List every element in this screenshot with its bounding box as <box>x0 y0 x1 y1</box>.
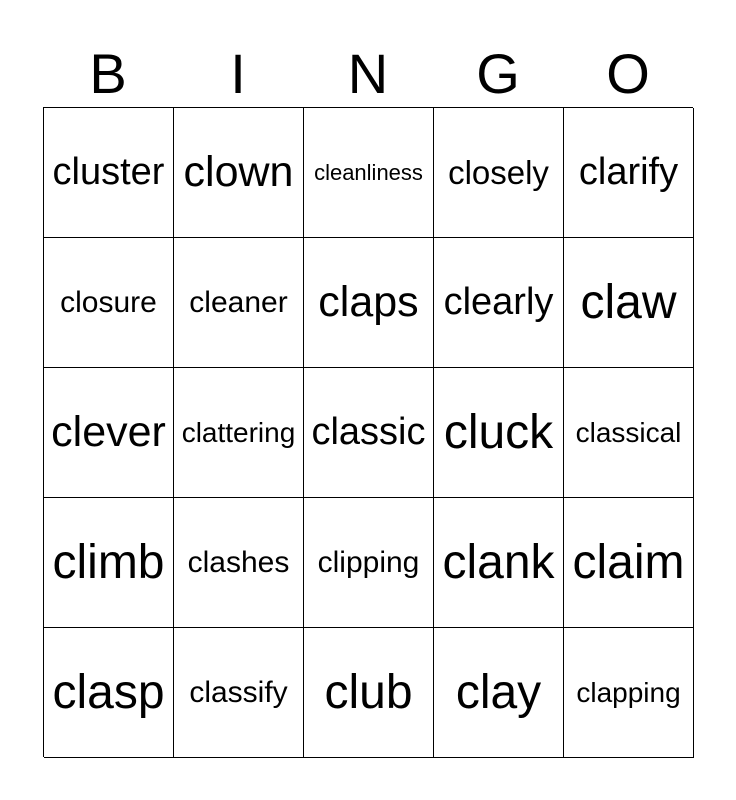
bingo-cell <box>44 108 174 238</box>
bingo-cell <box>304 368 434 498</box>
cell-word: classic <box>311 411 426 453</box>
bingo-cell <box>304 498 434 628</box>
cell-word: clank <box>442 536 555 589</box>
cell-word: closure <box>60 285 157 319</box>
cell-word: clipping <box>317 545 420 579</box>
bingo-cell <box>174 368 304 498</box>
cell-word: claim <box>572 536 685 589</box>
bingo-cell <box>174 238 304 368</box>
cell-word: clay <box>455 666 542 719</box>
cell-word: cleaner <box>189 285 288 319</box>
header-letter-i: I <box>230 42 246 105</box>
bingo-grid <box>43 107 693 757</box>
cell-word: clattering <box>181 416 296 448</box>
bingo-cell <box>44 498 174 628</box>
cell-word: cleanliness <box>314 159 423 185</box>
cell-word: claps <box>318 278 419 326</box>
bingo-cell <box>44 368 174 498</box>
cell-word: clapping <box>576 676 681 708</box>
bingo-cell <box>564 498 694 628</box>
cell-word: clever <box>51 408 166 456</box>
header-letter-n: N <box>347 42 389 105</box>
cell-word: clown <box>183 148 294 196</box>
cell-word: climb <box>52 536 165 589</box>
bingo-cell <box>44 238 174 368</box>
bingo-cell <box>44 628 174 758</box>
cell-word: closely <box>448 153 549 191</box>
cell-word: claw <box>580 276 677 329</box>
bingo-cell <box>174 628 304 758</box>
bingo-cell <box>564 238 694 368</box>
bingo-cell <box>564 108 694 238</box>
cell-word: classify <box>189 675 288 709</box>
cell-word: clasp <box>52 666 165 719</box>
cell-word: cluster <box>52 151 165 193</box>
cell-word: club <box>324 666 413 719</box>
bingo-cell <box>304 628 434 758</box>
cell-word: cluck <box>443 406 554 459</box>
header-letter-o: O <box>606 42 650 105</box>
bingo-cell <box>174 108 304 238</box>
cell-word: clarify <box>578 151 679 193</box>
bingo-cell <box>434 108 564 238</box>
bingo-cell <box>564 368 694 498</box>
bingo-cell <box>174 498 304 628</box>
header-letter-g: G <box>476 42 520 105</box>
cell-word: clashes <box>187 545 290 579</box>
bingo-cell <box>304 238 434 368</box>
cell-word: clearly <box>443 281 554 323</box>
bingo-cell <box>564 628 694 758</box>
bingo-header <box>43 40 693 108</box>
cell-word: classical <box>575 416 682 448</box>
bingo-cell <box>304 108 434 238</box>
bingo-cell <box>434 238 564 368</box>
bingo-cell <box>434 498 564 628</box>
header-letter-b: B <box>89 42 127 105</box>
bingo-cell <box>434 368 564 498</box>
bingo-cell <box>434 628 564 758</box>
